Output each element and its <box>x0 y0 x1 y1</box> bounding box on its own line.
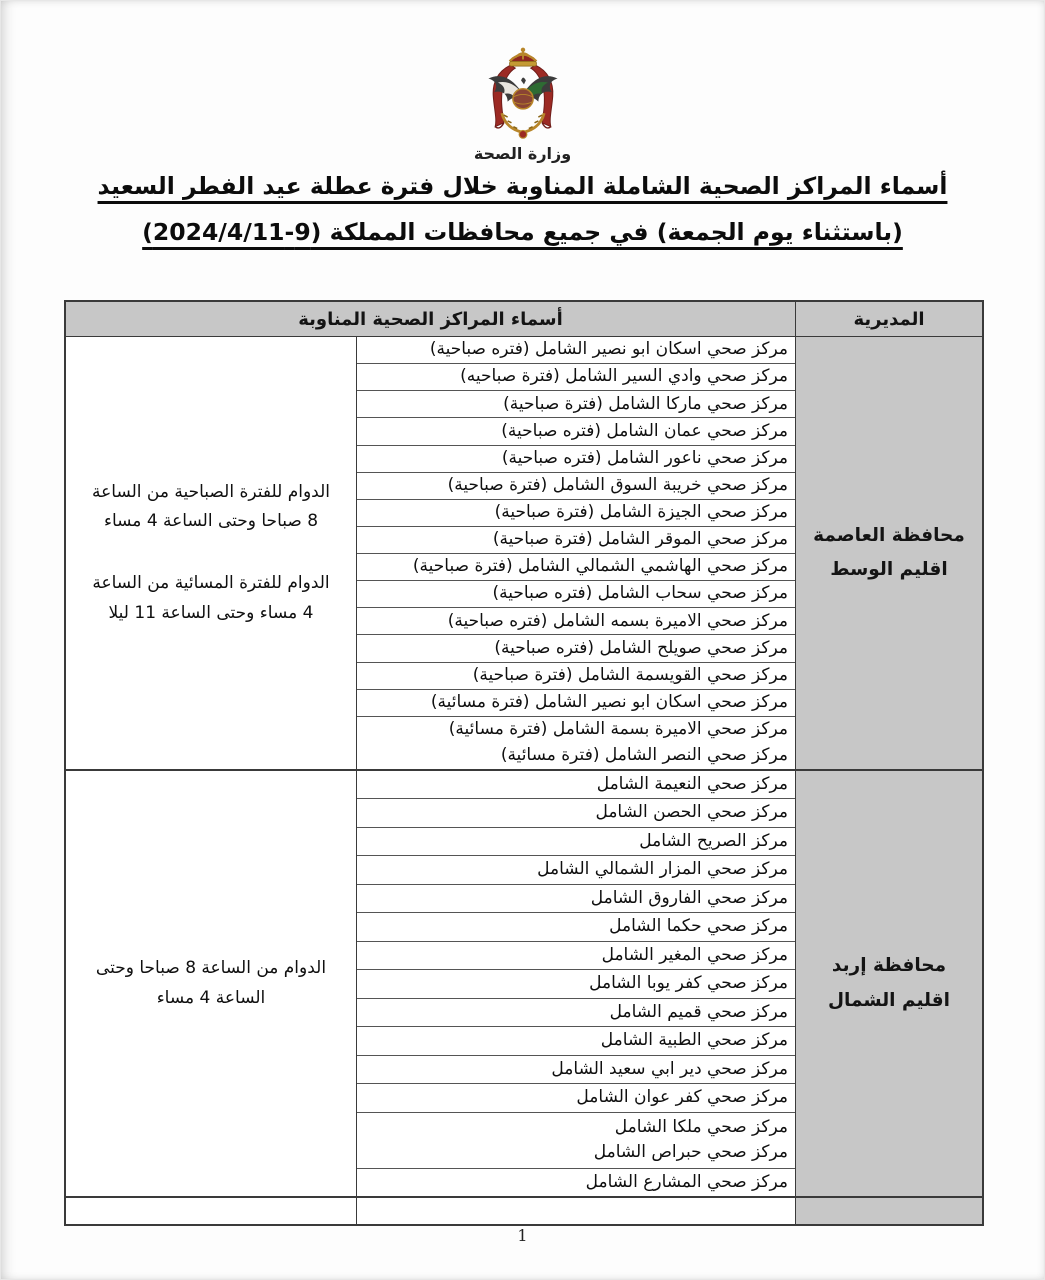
center-row <box>357 912 795 940</box>
health-centers-table <box>64 300 984 1226</box>
center-name: مركز صحي القويسمة الشامل (فترة صباحية) <box>472 664 788 685</box>
center-name: مركز صحي كفر يوبا الشامل <box>589 973 788 994</box>
center-row <box>357 1026 795 1054</box>
center-name: مركز صحي ناعور الشامل (فتره صباحية) <box>501 447 788 468</box>
center-row <box>357 855 795 883</box>
title-line-1: أسماء المراكز الصحية الشاملة المناوبة خلال فترة عطلة عيد الفطر السعيد <box>97 172 948 200</box>
center-name: مركز صحي دير ابي سعيد الشامل <box>551 1058 788 1079</box>
center-name: مركز صحي الجيزة الشامل (فترة صباحية) <box>494 502 788 523</box>
center-row <box>357 716 795 769</box>
center-name: مركز صحي اسكان ابو نصير الشامل (فترة مسائية) <box>430 691 788 712</box>
jordan-coat-of-arms-logo <box>463 46 583 142</box>
center-row <box>357 499 795 526</box>
header-directorate: المديرية <box>795 302 982 336</box>
duty-hours-cell <box>66 337 356 769</box>
center-name: مركز صحي وادي السير الشامل (فترة صباحيه) <box>460 366 788 387</box>
document-title <box>53 167 993 253</box>
center-name: مركز الصريح الشامل <box>639 830 788 851</box>
coat-of-arms-svg <box>463 46 583 142</box>
center-name: مركز صحي الفاروق الشامل <box>590 887 788 908</box>
center-row <box>357 417 795 444</box>
center-name: مركز صحي حبراص الشامل <box>593 1142 788 1163</box>
center-row <box>357 337 795 363</box>
center-name: مركز صحي ملكا الشامل <box>614 1116 788 1137</box>
center-row <box>357 526 795 553</box>
center-row <box>357 771 795 798</box>
center-row <box>357 445 795 472</box>
directorate-line: اقليم الشمال <box>827 989 951 1011</box>
center-row <box>357 472 795 499</box>
header-centers: أسماء المراكز الصحية المناوبة <box>66 302 795 336</box>
ministry-name: وزارة الصحة <box>473 144 572 163</box>
center-row <box>357 580 795 607</box>
center-name: مركز صحي سحاب الشامل (فتره صباحية) <box>492 583 788 604</box>
center-name: مركز صحي كفر عوان الشامل <box>576 1087 788 1108</box>
center-name: مركز صحي النعيمة الشامل <box>596 773 788 794</box>
center-row <box>357 662 795 689</box>
empty-directorate-cell <box>795 1198 982 1224</box>
center-row <box>357 363 795 390</box>
center-name: مركز صحي الاميرة بسمه الشامل (فتره صباحية) <box>447 610 788 631</box>
center-row <box>357 390 795 417</box>
center-row <box>357 884 795 912</box>
center-row <box>357 969 795 997</box>
center-name: مركز صحي الاميرة بسمة الشامل (فترة مسائية) <box>448 719 788 740</box>
center-name: مركز صحي الحصن الشامل <box>595 802 788 823</box>
center-name: مركز صحي المزار الشمالي الشامل <box>537 859 788 880</box>
directorate-line: محافظة العاصمة <box>813 524 965 546</box>
table-sections <box>66 337 982 1196</box>
directorate-line: اقليم الوسط <box>830 559 948 580</box>
center-row <box>357 798 795 826</box>
center-name: مركز صحي حكما الشامل <box>609 916 788 937</box>
empty-hours-cell <box>66 1198 356 1224</box>
directorate-cell <box>795 771 982 1196</box>
center-names-column <box>356 337 795 769</box>
duty-hours-text: الدوام للفترة الصباحية من الساعة 8 صباحا وحتى الساعة 4 مساء <box>92 481 330 532</box>
center-row <box>357 998 795 1026</box>
table-section-1 <box>66 769 982 1196</box>
table-section-0 <box>66 337 982 769</box>
center-row <box>357 1055 795 1083</box>
duty-hours-text: الدوام من الساعة 8 صباحا وحتى الساعة 4 مساء <box>95 957 327 1008</box>
title-line-2: (باستثناء يوم الجمعة) في جميع محافظات المملكة (9-2024/4/11) <box>142 217 903 246</box>
center-row <box>357 1112 795 1168</box>
center-name: مركز صحي ماركا الشامل (فترة صباحية) <box>503 393 788 414</box>
directorate-line: محافظة إربد <box>831 955 947 977</box>
center-name: مركز صحي قميم الشامل <box>609 1001 788 1022</box>
center-row <box>357 941 795 969</box>
center-name: مركز صحي المغير الشامل <box>601 944 788 965</box>
document-header <box>0 0 1045 253</box>
center-name: مركز صحي الموقر الشامل (فترة صباحية) <box>492 529 788 550</box>
center-row <box>357 827 795 855</box>
center-name: مركز صحي النصر الشامل (فترة مسائية) <box>500 744 788 765</box>
center-row <box>357 607 795 634</box>
center-name: مركز صحي عمان الشامل (فتره صباحية) <box>501 420 788 441</box>
center-row <box>357 553 795 580</box>
table-header-row <box>66 302 982 337</box>
center-row <box>357 689 795 716</box>
directorate-cell <box>795 337 982 769</box>
center-name: مركز صحي خريبة السوق الشامل (فترة صباحية) <box>447 474 788 495</box>
center-row <box>357 634 795 661</box>
center-name: مركز صحي صويلح الشامل (فتره صباحية) <box>494 637 788 658</box>
center-name: مركز صحي اسكان ابو نصير الشامل (فتره صباحية) <box>429 339 788 360</box>
duty-hours-cell <box>66 771 356 1196</box>
center-row <box>357 1083 795 1111</box>
empty-bottom-row <box>66 1196 982 1224</box>
center-names-column <box>356 771 795 1196</box>
page-number: 1 <box>517 1226 528 1245</box>
duty-hours-text: الدوام للفترة المسائية من الساعة 4 مساء وحتى الساعة 11 ليلا <box>92 573 330 623</box>
center-row <box>357 1168 795 1196</box>
center-name: مركز صحي الطبية الشامل <box>600 1030 788 1051</box>
center-name: مركز صحي المشارع الشامل <box>585 1171 788 1192</box>
empty-names-cell <box>356 1198 795 1224</box>
center-name: مركز صحي الهاشمي الشمالي الشامل (فترة صباحية) <box>412 556 788 577</box>
